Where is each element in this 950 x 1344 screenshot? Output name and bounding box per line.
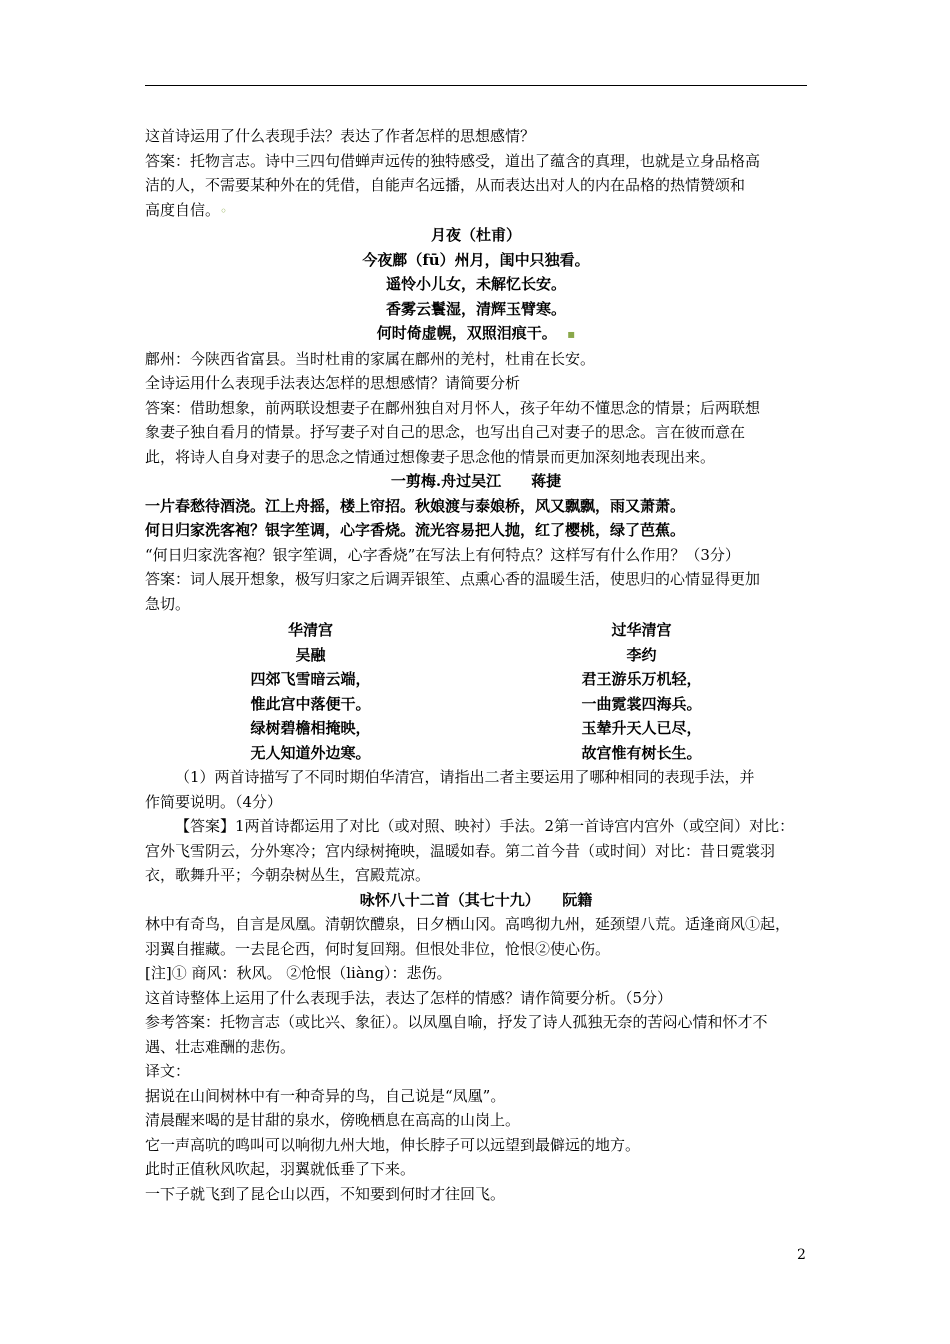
q2-answer-line: 此，将诗人自身对妻子的思念之情通过想像妻子思念他的情景而更加深刻地表现出来。 — [145, 447, 716, 466]
translation-line: 据说在山间树林中有一种奇异的鸟，自己说是“凤凰”。 — [145, 1086, 506, 1105]
poem-line: 一曲霓裳四海兵。 — [581, 694, 702, 713]
poem-line: 君王游乐万机轻， — [581, 670, 702, 688]
q1-question: 这首诗运用了什么表现手法？表达了作者怎样的思想感情？ — [145, 127, 536, 145]
left-poem-author: 吴融 — [295, 645, 326, 664]
poem-line: 惟此宫中落便干。 — [250, 694, 371, 713]
q5-answer-line: 遇、壮志难酬的悲伤。 — [145, 1037, 296, 1056]
left-poem-title: 华清宫 — [287, 621, 333, 639]
q3-answer-line: 答案：词人展开想象，极写归家之后调弄银笙、点熏心香的温暖生活，使思归的心情显得更加 — [145, 570, 761, 588]
q4-question-line: （1）两首诗描写了不同时期伯华清宫，请指出二者主要运用了哪种相同的表现手法，并 — [175, 768, 755, 786]
poem-line: 林中有奇鸟，自言是凤凰。清朝饮醴泉，日夕栖山冈。高鸣彻九州，延颈望八荒。适逢商风①起， — [145, 915, 791, 933]
q4-answer-line: 宫外飞雪阴云，分外寒冷；宫内绿树掩映，温暖如春。第二首今昔（或时间）对比：昔日霓裳羽 — [145, 841, 776, 860]
q1-answer-line: 洁的人，不需要某种外在的凭借，自能声名远播，从而表达出对人的内在品格的热情赞颂和 — [145, 176, 746, 194]
q2-question: 全诗运用什么表现手法表达怎样的思想感情？请简要分析 — [145, 374, 521, 392]
page-number: 2 — [797, 1247, 806, 1263]
poem-line: 绿树碧檐相掩映， — [250, 719, 371, 737]
q5-question: 这首诗整体上运用了什么表现手法，表达了怎样的情感？请作简要分析。（5分） — [145, 988, 673, 1007]
q4-question-line: 作简要说明。（4分） — [145, 792, 283, 811]
right-poem-author: 李约 — [626, 645, 657, 664]
q1-answer-line: 高度自信。◦ — [145, 200, 228, 219]
poem-line: 一片春愁待酒浇。江上舟摇，楼上帘招。秋娘渡与泰娘桥，风又飘飘，雨又萧萧。 — [145, 496, 686, 515]
poem1-note: 鄜州：今陕西省富县。当时杜甫的家属在鄜州的羌村，杜甫在长安。 — [145, 349, 596, 368]
poem-line: 故宫惟有树长生。 — [581, 743, 702, 762]
translation-line: 它一声高吭的鸣叫可以响彻九州大地，伸长脖子可以远望到最僻远的地方。 — [145, 1135, 641, 1154]
poem1-title: 月夜（杜甫） — [430, 226, 521, 244]
poem3-title: 咏怀八十二首（其七十九） 阮籍 — [359, 890, 593, 909]
poem-line: 何日归家洗客袍？银字笙调，心字香烧。流光容易把人抛，红了樱桃，绿了芭蕉。 — [145, 521, 686, 539]
poem-line: 羽翼自摧藏。一去昆仑西，何时复回翔。但恨处非位，怆恨②使心伤。 — [145, 939, 611, 958]
q2-answer-line: 象妻子独自看月的情景。抒写妻子对自己的思念，也写出自己对妻子的思念。言在彼而意在 — [145, 423, 746, 441]
poem3-note: [注]① 商风：秋风。 ②怆恨（liàng）：悲伤。 — [145, 964, 452, 982]
q1-answer-line: 答案：托物言志。诗中三四句借蝉声远传的独特感受，道出了蕴含的真理，也就是立身品格高 — [145, 151, 761, 170]
poem-comparison — [145, 618, 807, 765]
q3-answer-line: 急切。 — [145, 594, 191, 613]
q2-answer-line: 答案：借助想象，前两联设想妻子在鄜州独自对月怀人，孩子年幼不懂思念的情景；后两联想 — [145, 398, 761, 417]
left-poem — [145, 618, 476, 765]
poem-line: 无人知道外边寒。 — [250, 743, 371, 762]
q5-answer-line: 参考答案：托物言志（或比兴、象征）。以凤凰自喻，抒发了诗人孤独无奈的苦闷心情和怀才不 — [145, 1013, 768, 1031]
right-poem — [476, 618, 807, 765]
right-poem-title: 过华清宫 — [611, 621, 672, 639]
translation-line: 一下子就飞到了昆仑山以西，不知要到何时才往回飞。 — [145, 1184, 506, 1203]
header-rule — [145, 85, 807, 86]
translation-line: 此时正值秋风吹起，羽翼就低垂了下来。 — [145, 1160, 416, 1178]
q3-question: “何日归家洗客袍？银字笙调，心字香烧”在写法上有何特点？这样写有什么作用？（3分） — [145, 545, 740, 564]
poem2-title: 一剪梅.舟过吴江 蒋捷 — [390, 472, 562, 490]
poem-line: 四郊飞雪暗云端， — [250, 670, 371, 688]
q4-answer-line: 衣，歌舞升平；今朝杂树丛生，宫殿荒凉。 — [145, 866, 431, 884]
poem-line: 遥怜小儿女，未解忆长安。 — [385, 275, 566, 293]
q4-answer-line: 【答案】1两首诗都运用了对比（或对照、映衬）手法。2第一首诗宫内宫外（或空间）对比： — [175, 817, 795, 835]
translation-label: 译文： — [145, 1062, 191, 1080]
poem-line: 香雾云鬟湿，清辉玉臂寒。 — [385, 299, 566, 318]
document-body — [145, 124, 807, 1206]
translation-line: 清晨醒来喝的是甘甜的泉水，傍晚栖息在高高的山岗上。 — [145, 1111, 521, 1129]
poem-line: 玉辇升天人已尽， — [581, 719, 702, 737]
poem-line: 何时倚虚幌，双照泪痕干。 ▪ — [376, 324, 576, 342]
poem-line: 今夜鄜（fū）州月，闺中只独看。 — [362, 250, 590, 269]
